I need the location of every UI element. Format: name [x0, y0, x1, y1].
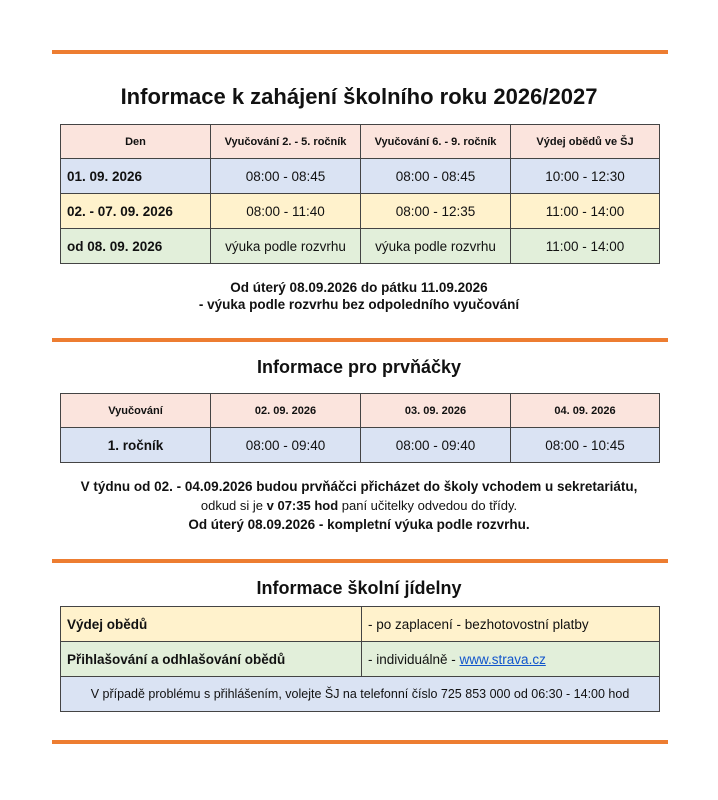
cell-time: výuka podle rozvrhu	[211, 229, 361, 264]
table-row	[61, 677, 660, 712]
strava-link[interactable]: www.strava.cz	[459, 651, 546, 667]
schedule-table	[60, 124, 660, 264]
header-date: 04. 09. 2026	[511, 394, 660, 428]
canteen-footer: V případě problému s přihlášením, volejte ŠJ na telefonní číslo 725 853 000 od 06:30 - 14:00 hod	[61, 677, 660, 712]
row-grade: 1. ročník	[61, 428, 211, 463]
row-value	[362, 642, 660, 677]
header-date: 03. 09. 2026	[361, 394, 511, 428]
table-header-row	[61, 394, 660, 428]
cell-time: 08:00 - 08:45	[361, 159, 511, 194]
header-day: Den	[61, 125, 211, 159]
section3-title: Informace školní jídelny	[256, 578, 462, 598]
cell-time: 10:00 - 12:30	[511, 159, 660, 194]
cell-time: 11:00 - 14:00	[511, 194, 660, 229]
divider-section2	[52, 338, 668, 342]
header-grades-2-5: Vyučování 2. - 5. ročník	[211, 125, 361, 159]
section1-note-line2: - výuka podle rozvrhu bez odpoledního vyučování	[198, 297, 520, 312]
cell-time: 11:00 - 14:00	[511, 229, 660, 264]
note-text: odkud si je	[200, 498, 267, 513]
divider-top	[52, 50, 668, 54]
cell-time: 08:00 - 09:40	[211, 428, 361, 463]
row-day: od 08. 09. 2026	[61, 229, 211, 264]
header-grades-6-9: Vyučování 6. - 9. ročník	[361, 125, 511, 159]
divider-section3	[52, 559, 668, 563]
section1-note-line1: Od úterý 08.09.2026 do pátku 11.09.2026	[230, 280, 488, 295]
section1-title: Informace k zahájení školního roku 2026/2027	[120, 84, 598, 109]
table-row	[61, 428, 660, 463]
cell-time: 08:00 - 08:45	[211, 159, 361, 194]
note-time: v 07:35 hod	[266, 498, 339, 513]
table-row	[61, 194, 660, 229]
table-row	[61, 159, 660, 194]
cell-time: 08:00 - 11:40	[211, 194, 361, 229]
row-label: Výdej obědů	[61, 607, 362, 642]
row-day: 02. - 07. 09. 2026	[61, 194, 211, 229]
section2-title: Informace pro prvňáčky	[256, 357, 462, 377]
cell-time: 08:00 - 10:45	[511, 428, 660, 463]
section2-note-line1: V týdnu od 02. - 04.09.2026 budou prvňáčci přicházet do školy vchodem u sekretariátu,	[80, 479, 638, 494]
table-header-row	[61, 125, 660, 159]
table-row	[61, 229, 660, 264]
first-graders-table	[60, 393, 660, 463]
row-value: - po zaplacení - bezhotovostní platby	[362, 607, 660, 642]
header-date: 02. 09. 2026	[211, 394, 361, 428]
canteen-table	[60, 606, 660, 712]
row-label: Přihlašování a odhlašování obědů	[61, 642, 362, 677]
section2-note-line3: Od úterý 08.09.2026 - kompletní výuka podle rozvrhu.	[188, 517, 530, 532]
header-lunch: Výdej obědů ve ŠJ	[511, 125, 660, 159]
note-text: paní učitelky odvedou do třídy.	[338, 498, 518, 513]
row-day: 01. 09. 2026	[61, 159, 211, 194]
row-value-prefix: - individuálně -	[368, 651, 460, 667]
cell-time: 08:00 - 09:40	[361, 428, 511, 463]
table-row	[61, 607, 660, 642]
section2-note-line2	[0, 496, 718, 516]
cell-time: 08:00 - 12:35	[361, 194, 511, 229]
cell-time: výuka podle rozvrhu	[361, 229, 511, 264]
header-lessons: Vyučování	[61, 394, 211, 428]
table-row	[61, 642, 660, 677]
divider-bottom	[52, 740, 668, 744]
